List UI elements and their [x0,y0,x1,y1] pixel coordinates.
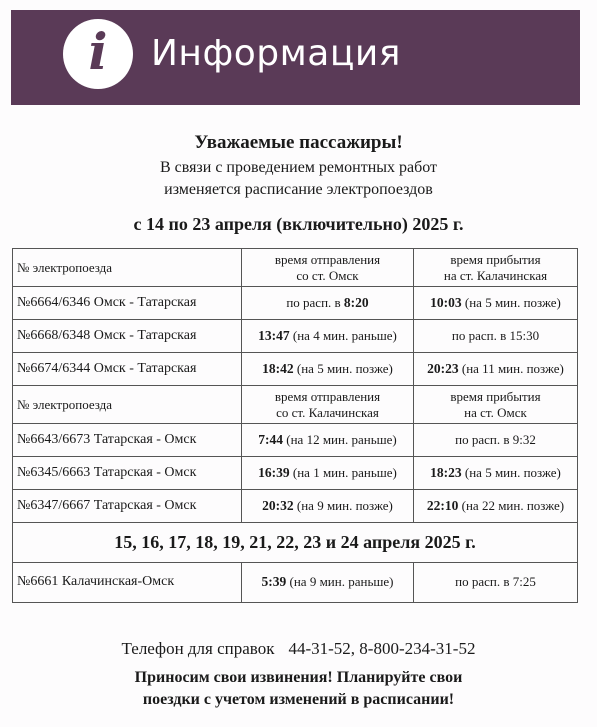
arr-note: (на 11 мин. позже) [458,360,564,376]
arr-note: (на 22 мин. позже) [458,497,565,513]
table-row [13,353,578,386]
train-cell: №6668/6348 Омск - Татарская [13,320,242,353]
arrival-cell [414,490,578,523]
arrival-cell [414,287,578,320]
phone-line [0,639,597,659]
train-cell: №6664/6346 Омск - Татарская [13,287,242,320]
header-departure-column [242,249,414,287]
arr-time: 10:03 [430,294,462,310]
table-group-kalachinskaya-omsk [13,563,578,603]
train-cell: №6347/6667 Татарская - Омск [13,490,242,523]
train-cell: №6345/6663 Татарская - Омск [13,457,242,490]
info-icon [63,19,133,89]
header-arrival-line1: время прибытия [450,388,541,404]
arrival-cell [414,457,578,490]
header-train-column: № электропоезда [13,386,242,424]
arr-time: 18:23 [430,464,462,480]
dep-time: 13:47 [258,327,290,343]
header-arrival-line2: на ст. Омск [464,404,527,420]
departure-cell [242,424,414,457]
table-group-omsk-tatarskaya [13,287,578,386]
arr-time: 22:10 [426,497,459,513]
dep-note: (на 5 мин. позже) [293,360,393,376]
arrival-cell [414,424,578,457]
departure-cell [242,563,414,603]
header-arrival-line1: время прибытия [450,251,541,267]
header-arrival-column [414,249,578,287]
arr-note: (на 5 мин. позже) [461,294,561,310]
arr-note: (на 5 мин. позже) [461,464,561,480]
schedule-table [12,248,578,603]
table-row [13,563,578,603]
greeting-heading: Уважаемые пассажиры! [194,132,403,153]
dep-note: (на 12 мин. раньше) [283,431,397,447]
info-header-banner [11,10,580,105]
dep-note: (на 9 мин. позже) [293,497,393,513]
table-header-row [13,386,578,424]
arr-prefix: по расп. в 7:25 [455,574,536,590]
apology-line-1: Приносим свои извинения! Планируйте свои [134,669,463,686]
header-departure-column [242,386,414,424]
header-departure-line2: со ст. Калачинская [276,404,379,420]
dep-time: 16:39 [258,464,290,480]
header-departure-line2: со ст. Омск [296,267,359,283]
table-header-row [13,249,578,287]
train-cell: №6661 Калачинская-Омск [13,563,242,603]
train-cell: №6674/6344 Омск - Татарская [13,353,242,386]
header-departure-line1: время отправления [274,251,381,267]
dep-time: 8:20 [343,294,369,310]
table-row [13,457,578,490]
header-arrival-column [414,386,578,424]
train-cell: №6643/6673 Татарская - Омск [13,424,242,457]
table-row [13,320,578,353]
arrival-cell [414,563,578,603]
phone-label: Телефон для справок [121,639,275,658]
intro-line-1: В связи с проведением ремонтных работ [159,159,438,176]
departure-cell [242,457,414,490]
dep-time: 18:42 [262,360,294,376]
intro-line-2: изменяется расписание электропоездов [164,181,433,198]
phone-numbers: 44-31-52, 8-800-234-31-52 [288,639,476,658]
arr-prefix: по расп. в 15:30 [451,327,540,343]
table-row [13,287,578,320]
table-row [13,424,578,457]
dep-prefix: по расп. в [286,294,344,310]
departure-cell [242,320,414,353]
header-departure-line1: время отправления [274,388,381,404]
table-row [13,490,578,523]
page-title: Информация [151,33,401,74]
arr-prefix: по расп. в 9:32 [455,431,536,447]
arrival-cell [414,353,578,386]
departure-cell [242,287,414,320]
arr-time: 20:23 [427,360,459,376]
dep-note: (на 4 мин. раньше) [289,327,397,343]
dep-note: (на 1 мин. раньше) [289,464,397,480]
header-arrival-line2: на ст. Калачинская [443,267,548,283]
arrival-cell [414,320,578,353]
table-group-tatarskaya-omsk [13,424,578,523]
period-heading: с 14 по 23 апреля (включительно) 2025 г. [133,214,464,234]
departure-cell [242,353,414,386]
departure-cell [242,490,414,523]
header-train-column: № электропоезда [13,249,242,287]
date-band: 15, 16, 17, 18, 19, 21, 22, 23 и 24 апреля 2025 г. [13,523,578,563]
apology-line-2: поездки с учетом изменений в расписании! [142,691,455,708]
date-band-row [13,523,578,563]
dep-time: 7:44 [258,431,284,447]
dep-time: 5:39 [261,574,287,590]
dep-note: (на 9 мин. раньше) [286,574,394,590]
dep-time: 20:32 [262,497,294,513]
info-icon-glyph: i [88,22,108,81]
